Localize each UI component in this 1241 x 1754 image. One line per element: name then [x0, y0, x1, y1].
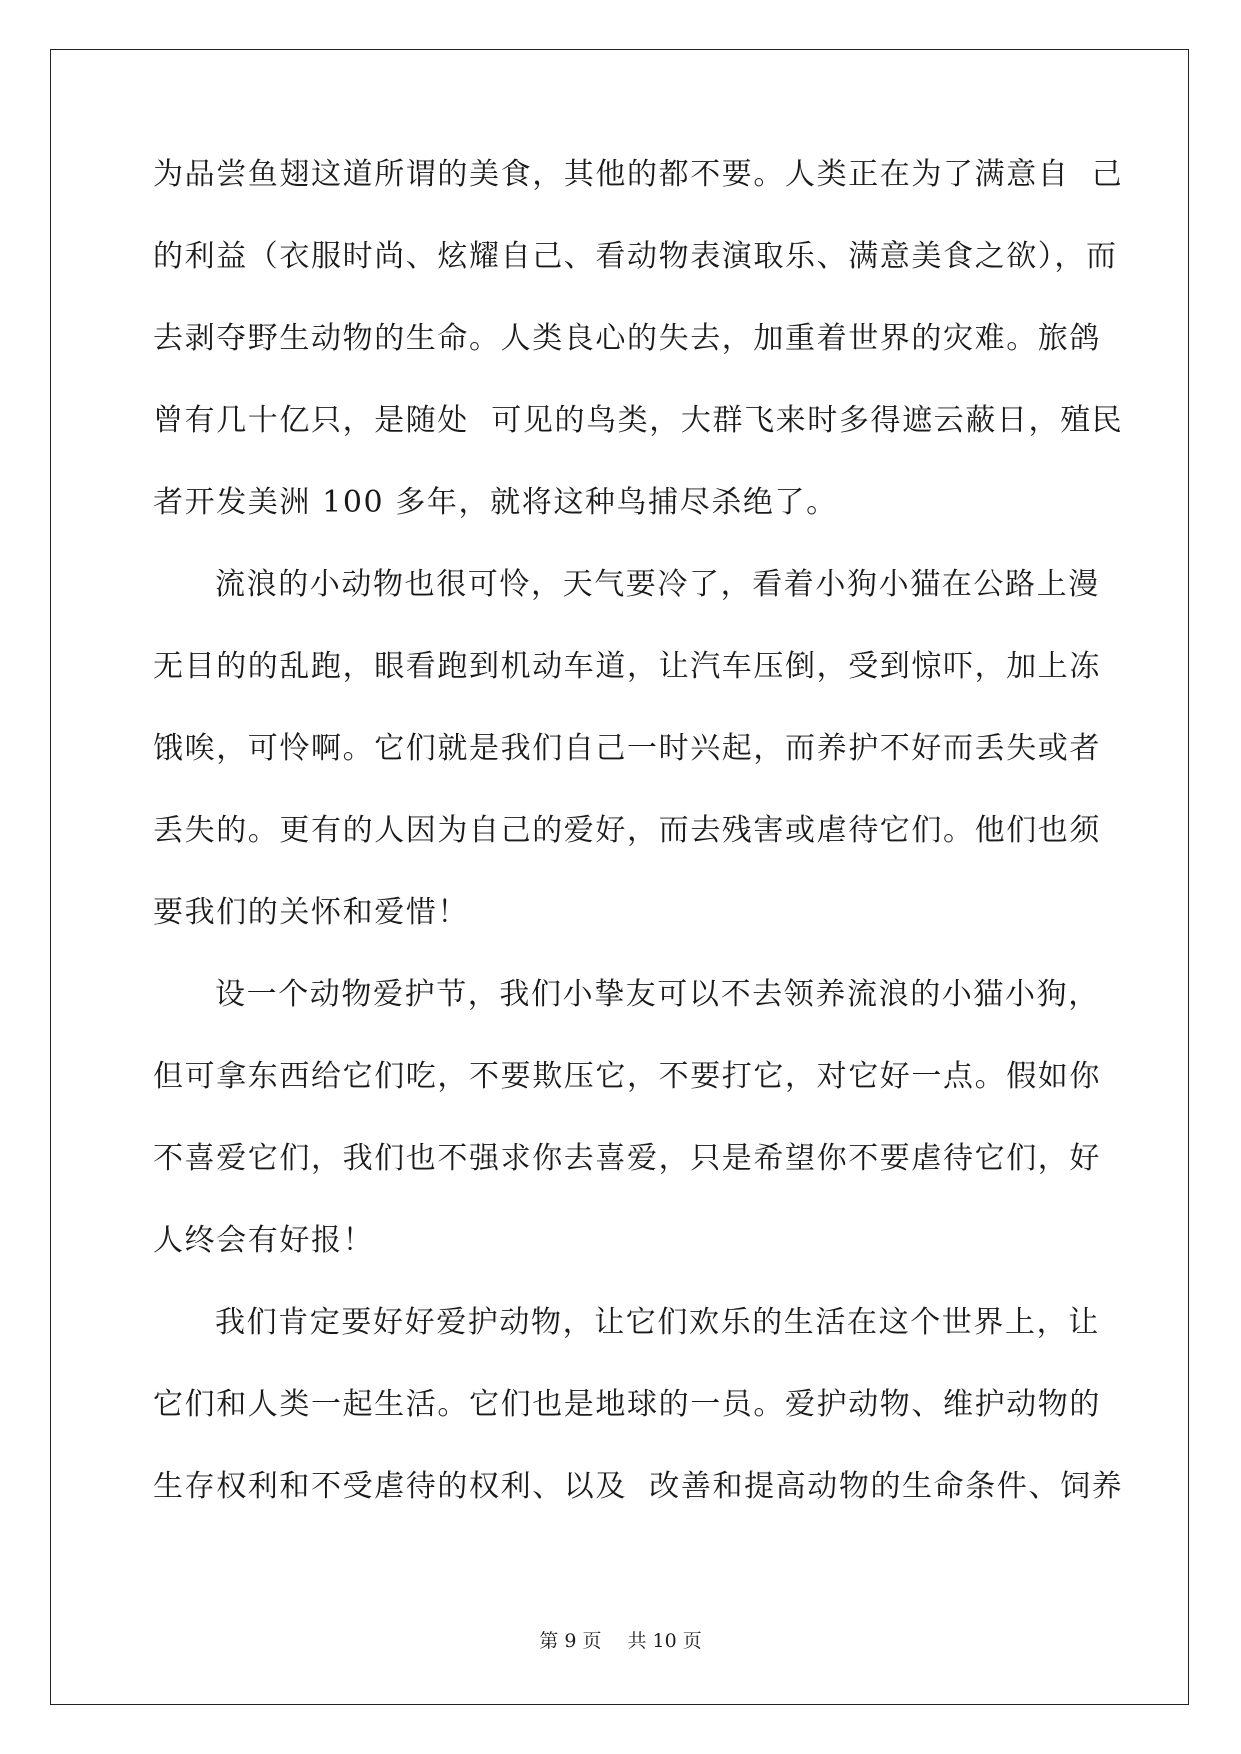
text-line: 我们肯定要好好爱护动物，让它们欢乐的生活在这个世界上，让	[215, 1305, 1100, 1340]
text-line: 为品尝鱼翅这道所谓的美食，其他的都不要。人类正在为了满意自 己	[153, 157, 1124, 192]
text-line: 曾有几十亿只，是随处 可见的鸟类，大群飞来时多得遮云蔽日，殖民	[153, 403, 1124, 438]
text-line: 流浪的小动物也很可怜，天气要冷了，看着小狗小猫在公路上漫	[215, 567, 1100, 602]
text-line: 丢失的。更有的人因为自己的爱好，而去残害或虐待它们。他们也须	[153, 813, 1101, 848]
page-number-total: 共 10 页	[627, 1630, 702, 1652]
text-line: 生存权利和不受虐待的权利、以及 改善和提高动物的生命条件、饲养	[153, 1469, 1124, 1504]
text-line: 者开发美洲 100 多年，就将这种鸟捕尽杀绝了。	[153, 485, 838, 520]
page-number-current: 第 9 页	[539, 1630, 602, 1652]
text-line: 饿唉，可怜啊。它们就是我们自己一时兴起，而养护不好而丢失或者	[153, 731, 1101, 766]
text-line: 要我们的关怀和爱惜！	[153, 895, 469, 930]
text-line: 但可拿东西给它们吃，不要欺压它，不要打它，对它好一点。假如你	[153, 1059, 1101, 1094]
text-line: 无目的的乱跑，眼看跑到机动车道，让汽车压倒，受到惊吓，加上冻	[153, 649, 1101, 684]
text-line: 设一个动物爱护节，我们小挚友可以不去领养流浪的小猫小狗，	[215, 977, 1100, 1012]
text-line: 的利益（衣服时尚、炫耀自己、看动物表演取乐、满意美食之欲），而	[153, 239, 1118, 274]
text-line: 去剥夺野生动物的生命。人类良心的失去，加重着世界的灾难。旅鸽	[153, 321, 1101, 356]
text-line: 不喜爱它们，我们也不强求你去喜爱，只是希望你不要虐待它们，好	[153, 1141, 1101, 1176]
text-line: 它们和人类一起生活。它们也是地球的一员。爱护动物、维护动物的	[153, 1387, 1101, 1422]
document-body	[153, 157, 1124, 1554]
text-line: 人终会有好报！	[153, 1223, 375, 1258]
page-footer	[0, 1626, 1241, 1653]
